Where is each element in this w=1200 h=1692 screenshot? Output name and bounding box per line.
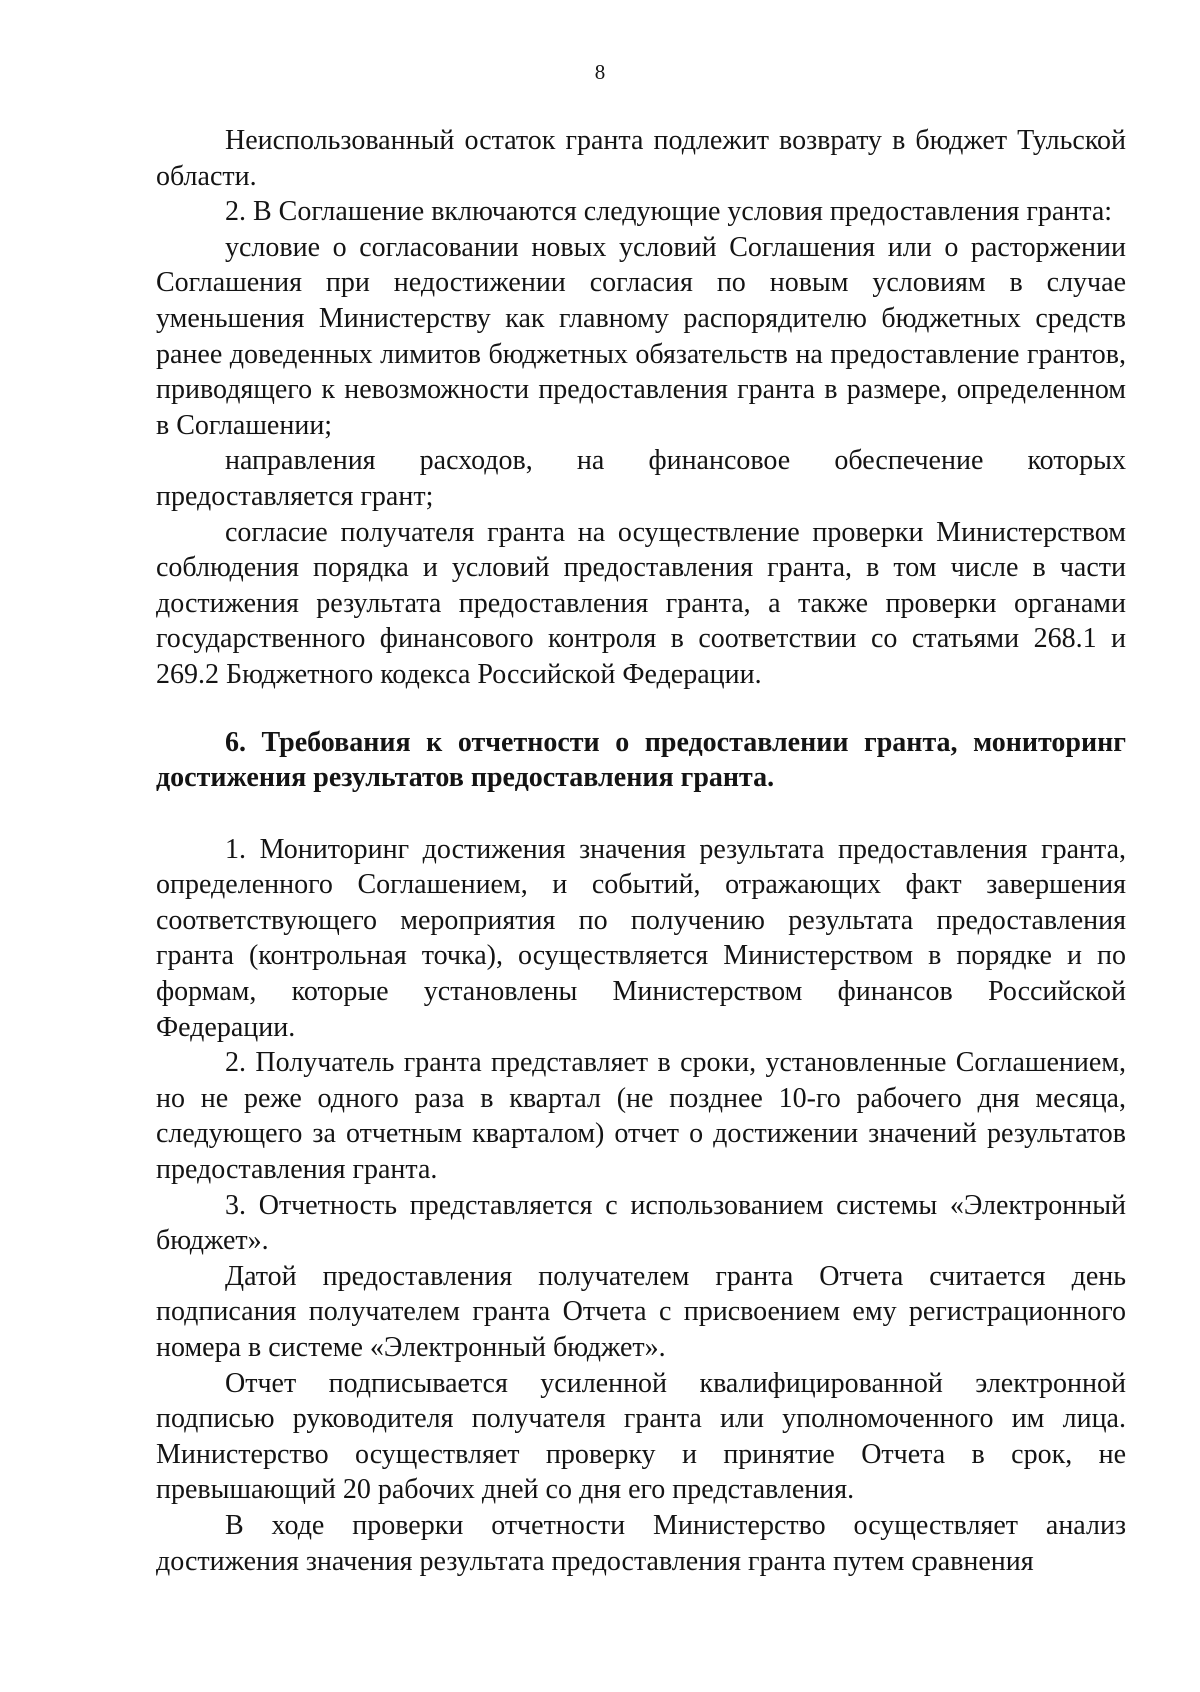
- page-number: 8: [594, 60, 606, 84]
- paragraph: Датой предоставления получателем гранта Отчета считается день подписания получателем гранта Отчета с присвоением ему регистрационного номера в системе «Электронный бюджет».: [156, 1260, 1126, 1363]
- document-body: [156, 123, 1126, 1579]
- section-heading: 6. Требования к отчетности о предоставлении гранта, мониторинг достижения результатов предоставления гранта.: [156, 726, 1126, 794]
- paragraph: согласие получателя гранта на осуществление проверки Министерством соблюдения порядка и условий предоставления гранта, в том числе в части достижения результата предоставления гранта, а также проверки органами государственного финансового контроля в соответствии со статьями 268.1 и 269.2 Бюджетного кодекса Российской Федерации.: [156, 516, 1126, 690]
- paragraph: направления расходов, на финансовое обеспечение которых предоставляется грант;: [156, 445, 1126, 512]
- paragraph: 1. Мониторинг достижения значения результата предоставления гранта, определенного Соглашением, и событий, отражающих факт завершения соответствующего мероприятия по получению результата предоставления гранта (контрольная точка), осуществляется Министерством в порядке и по формам, которые установлены Министерством финансов Российской Федерации.: [156, 833, 1126, 1043]
- paragraph: 2. В Соглашение включаются следующие условия предоставления гранта:: [225, 196, 1113, 228]
- paragraph: Неиспользованный остаток гранта подлежит возврату в бюджет Тульской области.: [156, 125, 1126, 192]
- paragraph: 2. Получатель гранта представляет в сроки, установленные Соглашением, но не реже одного раза в квартал (не позднее 10-го рабочего дня месяца, следующего за отчетным кварталом) отчет о достижении значений результатов предоставления гранта.: [156, 1047, 1126, 1186]
- paragraph: Отчет подписывается усиленной квалифицированной электронной подписью руководителя получателя гранта или уполномоченного им лица. Министерство осуществляет проверку и принятие Отчета в срок, не превышающий 20 рабочих дней со дня его представления.: [156, 1367, 1126, 1506]
- paragraph: В ходе проверки отчетности Министерство осуществляет анализ достижения значения результата предоставления гранта путем сравнения: [156, 1509, 1126, 1577]
- paragraph: условие о согласовании новых условий Соглашения или о расторжении Соглашения при недостижении согласия по новым условиям в случае уменьшения Министерству как главному распорядителю бюджетных средств ранее доведенных лимитов бюджетных обязательств на предоставление грантов, приводящего к невозможности предоставления гранта в размере, определенном в Соглашении;: [156, 231, 1126, 441]
- paragraph: 3. Отчетность представляется с использованием системы «Электронный бюджет».: [156, 1189, 1126, 1257]
